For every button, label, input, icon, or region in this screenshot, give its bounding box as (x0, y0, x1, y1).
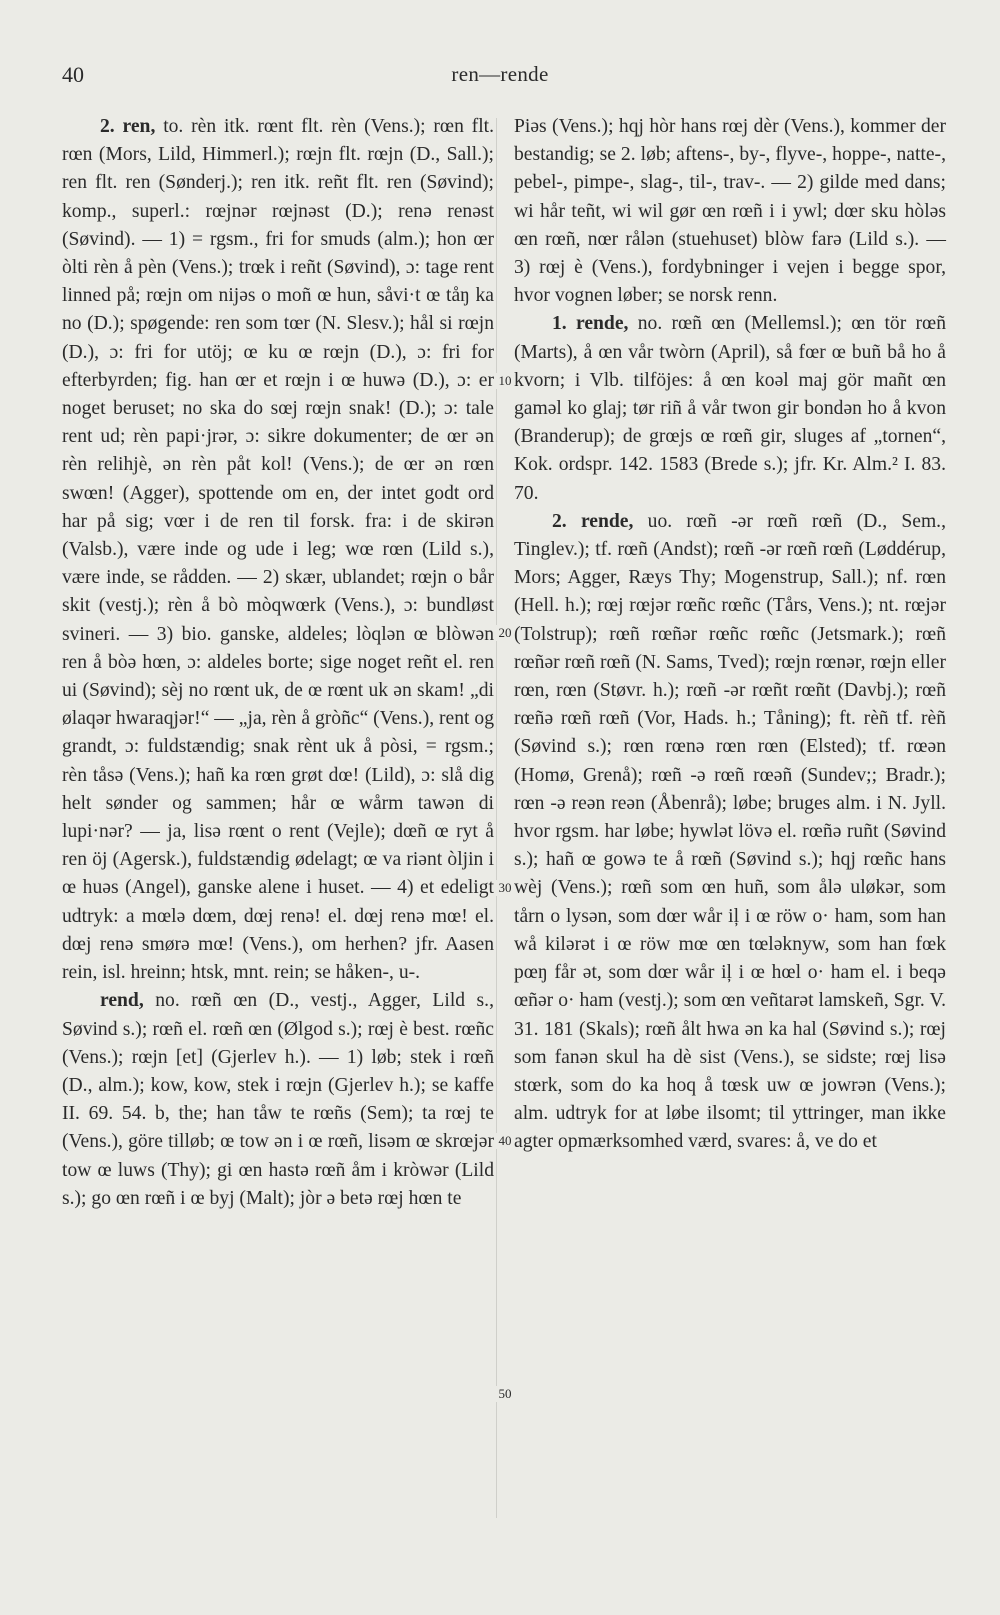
line-number: 10 (490, 373, 520, 389)
headword: rend, (100, 990, 144, 1012)
entry-body: no. rœñ œn (D., vestj., Agger, Lild s., Søvind s.); rœñ el. rœñ œn (Ølgod s.); rœj è best. rœñc (Vens.); rœjn [et] (Gjerlev h.). — 1) løb; stek i rœñ (D., alm.); kow, kow, stek i rœjn (Gjerlev h.); se kaffe II. 69. 54. b, the; han tåw te rœñs (Sem); ta rœj te (Vens.), göre tilløb; œ tow ən i œ rœñ, lisəm œ skrœjər tow œ luws (Thy); gi œn hastə rœñ åm i kròwər (Lild s.); go œn rœñ i œ byj (Malt); jòr ə betə rœj hœn te (62, 990, 494, 1209)
entry-body: uo. rœñ -ər rœñ rœñ (D., Sem., Tinglev.); tf. rœñ (Andst); rœñ -ər rœñ rœñ (Løddérup, Mors; Agger, Ræys Thy; Mogenstrup, Sall.); nf. rœn (Hell. h.); rœj rœjər rœñc rœñc (Tårs, Vens.); nt. rœjər (Tolstrup); rœñ rœñər rœñc rœñc (Jetsmark.); rœñ rœñər rœñ rœñ (N. Sams, Tved); rœjn rœnər, rœjn eller rœn, rœn (Støvr. h.); rœñ -ər rœñt rœñt (Davbj.); rœñ rœñə rœñ rœñ (Vor, Hads. h.; Tåning); ft. rèñ tf. rèñ (Søvind s.); rœn rœnə rœn rœn (Elsted); tf. rœən (Homø, Grenå); rœñ -ə rœñ rœəñ (Sundev;; Bradr.); rœn -ə reən reən (Åbenrå); løbe; bruges alm. i N. Jyll. hvor rgsm. har løbe; hywlət lövə el. rœñə ruñt (Søvind s.); hañ œ gowə te å rœñ (Søvind s.); hqj rœñc hans wèj (Vens.); rœñ som œn huñ, som ålə uløkər, som tårn o lysən, som dœr wår iļ i œ röw o· ham, som han wå kilərət i œ röw mœ œn tœləknyw, som han fœk pœŋ får ət, som dœr wår iļ i œ hœl o· ham el. i beqə œñər o· ham (vestj.); som œn veñtarət lamskeñ, Sgr. V. 31. 181 (Skals); rœñ ålt hwa ən ka hal (Søvind s.); rœj som fanən skul ha dè sist (Vens.), se sidste; rœj lisə stœrk, som do ka hoq å tœsk uw œ jowrən (Vens.); alm. udtryk for at løbe ilsomt; til yttringer, man ikke agter opmærksomhed værd, svares: å, ve do et (514, 510, 946, 1153)
entry-rend-continuation: Piəs (Vens.); hqj hòr hans rœj dèr (Vens.), kommer der bestandig; se 2. løb; aftens-, by-, flyve-, hoppe-, natte-, pebel-, pimpe-, slag-, til-, trav-. — 2) gilde med dans; wi hår teñt, wi wil gør œn rœñ i i ywl; dœr sku hòləs œn rœñ, nœr rålən (stuehuset) blòw farə (Lild s.). — 3) rœj è (Vens.), fordybninger i vejen i begge spor, hvor vognen løber; se norsk renn. (514, 116, 946, 307)
line-number: 30 (490, 880, 520, 896)
entry-rend (62, 987, 494, 1213)
line-number: 20 (490, 625, 520, 641)
column-divider (496, 118, 497, 1518)
right-column (514, 113, 946, 1157)
entry-rende-1 (514, 310, 946, 507)
line-number: 50 (490, 1386, 520, 1402)
entry-ren-2 (62, 113, 494, 987)
line-number: 40 (490, 1133, 520, 1149)
entry-body: to. rèn itk. rœnt flt. rèn (Vens.); rœn flt. rœn (Mors, Lild, Himmerl.); rœjn flt. rœjn (D., Sall.); ren flt. ren (Sønderj.); ren itk. reñt flt. ren (Søvind); komp., superl.: rœjnər rœjnəst (D.); renə renəst (Søvind). — 1) = rgsm., fri for smuds (alm.); hon œr òlti rèn å pèn (Vens.); trœk i reñt (Søvind), ɔ: tage rent linned på; rœjn om nijəs o moñ œ hun, såvi·t œ tåŋ ka no (D.); spøgende: ren som tœr (N. Slesv.); hål si rœjn (D.), ɔ: fri for utöj; œ ku œ rœjn (D.), ɔ: fri for efterbyrden; fig. han œr et rœjn i œ huwə (D.), ɔ: er noget beruset; no ska do sœj rœjn snak! (D.); ɔ: tale rent ud; rèn papi·jrər, ɔ: sikre dokumenter; de œr ən rèn relihjè, ən rèn påt kol! (Vens.); de œr ən rœn swœn! (Agger), spottende om en, der intet godt ord har på sig; vœr i de ren til forsk. fra: i de skirən (Valsb.), være inde og ude i leg; wœ rœn (Lild s.), være inde, se rådden. — 2) skær, ublandet; rœjn o bår skit (vestj.); rèn å bò mòqwœrk (Vens.), ɔ: bundløst svineri. — 3) bio. ganske, aldeles; lòqlən œ blòwən ren å bòə hœn, ɔ: aldeles borte; sige noget reñt el. ren ui (Søvind); sèj no rœnt uk, de œ rœnt uk ən skam! „di ølaqər hwaraqjər!“ — „ja, rèn å gròñc“ (Vens.), rent og grandt, ɔ: fuldstændig; snak rènt uk å pòsi, = rgsm.; rèn tåsə (Vens.); hañ ka rœn grøt dœ! (Lild), ɔ: slå dig helt sønder og sammen; hår œ wårm tawən di lupi·nər? — ja, lisə rœnt o rent (Vejle); dœñ œ ryt å ren öj (Agersk.), fuldstændig ødelagt; œ va riənt òljin i œ huəs (Angel), ganske alene i huset. — 4) et edeligt udtryk: a mœlə dœm, dœj renə! el. dœj renə mœ! el. dœj renə smørə mœ! (Vens.), om herhen? jfr. Aasen rein, isl. hreinn; htsk, mnt. rein; se håken-, u-. (62, 116, 494, 984)
headword: 2. ren, (100, 116, 156, 137)
running-head: ren—rende (451, 62, 549, 86)
headword: 1. rende, (552, 313, 629, 335)
left-column (62, 113, 494, 1213)
headword: 2. rende, (552, 510, 634, 532)
page-number: 40 (62, 62, 84, 87)
entry-rende-2 (514, 508, 946, 1157)
entry-body: no. rœñ œn (Mellemsl.); œn tör rœñ (Marts), å œn vår twòrn (April), så fœr œ buñ bå ho å kvorn; i Vlb. tilföjes: å œn koəl maj gör mañt œn gaməl ko glaj; tør riñ å vår twon gir bondən ho å kvon (Branderup); de grœjs œ rœñ gir, sluges af „tornen“, Kok. ordspr. 142. 1583 (Brede s.); jfr. Kr. Alm.² I. 83. 70. (514, 313, 946, 504)
